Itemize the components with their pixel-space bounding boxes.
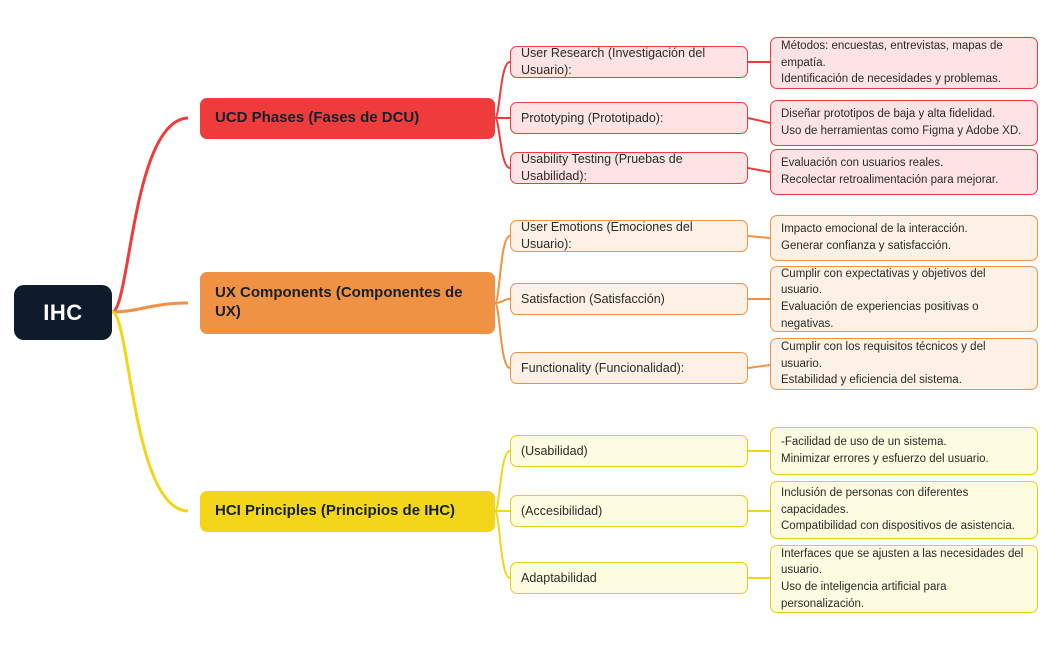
detail-node-usability[interactable] bbox=[770, 427, 1038, 475]
leaf-label: Usability Testing (Pruebas de Usabilidad): bbox=[521, 152, 683, 183]
detail-line: Compatibilidad con dispositivos de asistencia. bbox=[781, 520, 1015, 533]
leaf-label: Satisfaction (Satisfacción) bbox=[521, 291, 665, 306]
branch-node-ucd-phases[interactable] bbox=[200, 98, 495, 139]
leaf-node-user-emotions[interactable] bbox=[510, 220, 748, 252]
detail-line: Identificación de necesidades y problemas. bbox=[781, 73, 1001, 86]
detail-node-functionality[interactable] bbox=[770, 338, 1038, 390]
detail-node-satisfaction[interactable] bbox=[770, 266, 1038, 332]
leaf-label: User Emotions (Emociones del Usuario): bbox=[521, 220, 693, 251]
detail-node-user-emotions[interactable] bbox=[770, 215, 1038, 261]
leaf-label: (Usabilidad) bbox=[521, 443, 588, 458]
leaf-node-usability-testing[interactable] bbox=[510, 152, 748, 184]
detail-line: Generar confianza y satisfacción. bbox=[781, 240, 952, 252]
leaf-label: Prototyping (Prototipado): bbox=[521, 110, 664, 125]
leaf-label: User Research (Investigación del Usuario): bbox=[521, 46, 706, 77]
leaf-node-adaptability[interactable] bbox=[510, 562, 748, 594]
leaf-node-functionality[interactable] bbox=[510, 352, 748, 384]
detail-line: Métodos: encuestas, entrevistas, mapas de empatía. bbox=[781, 40, 1003, 69]
detail-line: Evaluación con usuarios reales. bbox=[781, 157, 944, 170]
detail-line: Uso de inteligencia artificial para personalización. bbox=[781, 581, 947, 610]
detail-line: -Facilidad de uso de un sistema. bbox=[781, 436, 947, 449]
detail-node-accessibility[interactable] bbox=[770, 481, 1038, 539]
detail-node-usability-testing[interactable] bbox=[770, 149, 1038, 195]
detail-line: Evaluación de experiencias positivas o negativas. bbox=[781, 301, 979, 330]
detail-node-adaptability[interactable] bbox=[770, 545, 1038, 613]
detail-line: Impacto emocional de la interacción. bbox=[781, 223, 968, 236]
detail-line: Diseñar prototipos de baja y alta fidelidad. bbox=[781, 108, 996, 121]
detail-node-user-research[interactable] bbox=[770, 37, 1038, 89]
leaf-node-accessibility[interactable] bbox=[510, 495, 748, 527]
leaf-node-satisfaction[interactable] bbox=[510, 283, 748, 315]
branch-node-hci-principles[interactable] bbox=[200, 491, 495, 532]
leaf-node-prototyping[interactable] bbox=[510, 102, 748, 134]
leaf-label: (Accesibilidad) bbox=[521, 503, 603, 518]
branch-label: HCI Principles (Principios de IHC) bbox=[215, 502, 456, 520]
leaf-label: Adaptabilidad bbox=[521, 570, 597, 585]
detail-line: Inclusión de personas con diferentes capacidades. bbox=[781, 487, 969, 516]
detail-line: Recolectar retroalimentación para mejorar. bbox=[781, 174, 999, 186]
leaf-label: Functionality (Funcionalidad): bbox=[521, 360, 685, 375]
leaf-node-usability[interactable] bbox=[510, 435, 748, 467]
branch-label: UCD Phases (Fases de DCU) bbox=[215, 109, 420, 127]
detail-line: Cumplir con los requisitos técnicos y del usuario. bbox=[781, 341, 986, 370]
detail-line: Estabilidad y eficiencia del sistema. bbox=[781, 374, 962, 387]
detail-line: Minimizar errores y esfuerzo del usuario. bbox=[781, 453, 989, 465]
root-node[interactable] bbox=[14, 285, 112, 340]
branch-node-ux-components[interactable] bbox=[200, 272, 495, 334]
detail-line: Cumplir con expectativas y objetivos del usuario. bbox=[781, 267, 986, 297]
leaf-node-user-research[interactable] bbox=[510, 46, 748, 78]
detail-line: Uso de herramientas como Figma y Adobe XD. bbox=[781, 125, 1022, 137]
detail-line: Interfaces que se ajusten a las necesidades del usuario. bbox=[781, 547, 1024, 577]
root-label: IHC bbox=[43, 299, 83, 325]
branch-label: UX Components (Componentes de UX) bbox=[215, 284, 463, 320]
detail-node-prototyping[interactable] bbox=[770, 100, 1038, 146]
